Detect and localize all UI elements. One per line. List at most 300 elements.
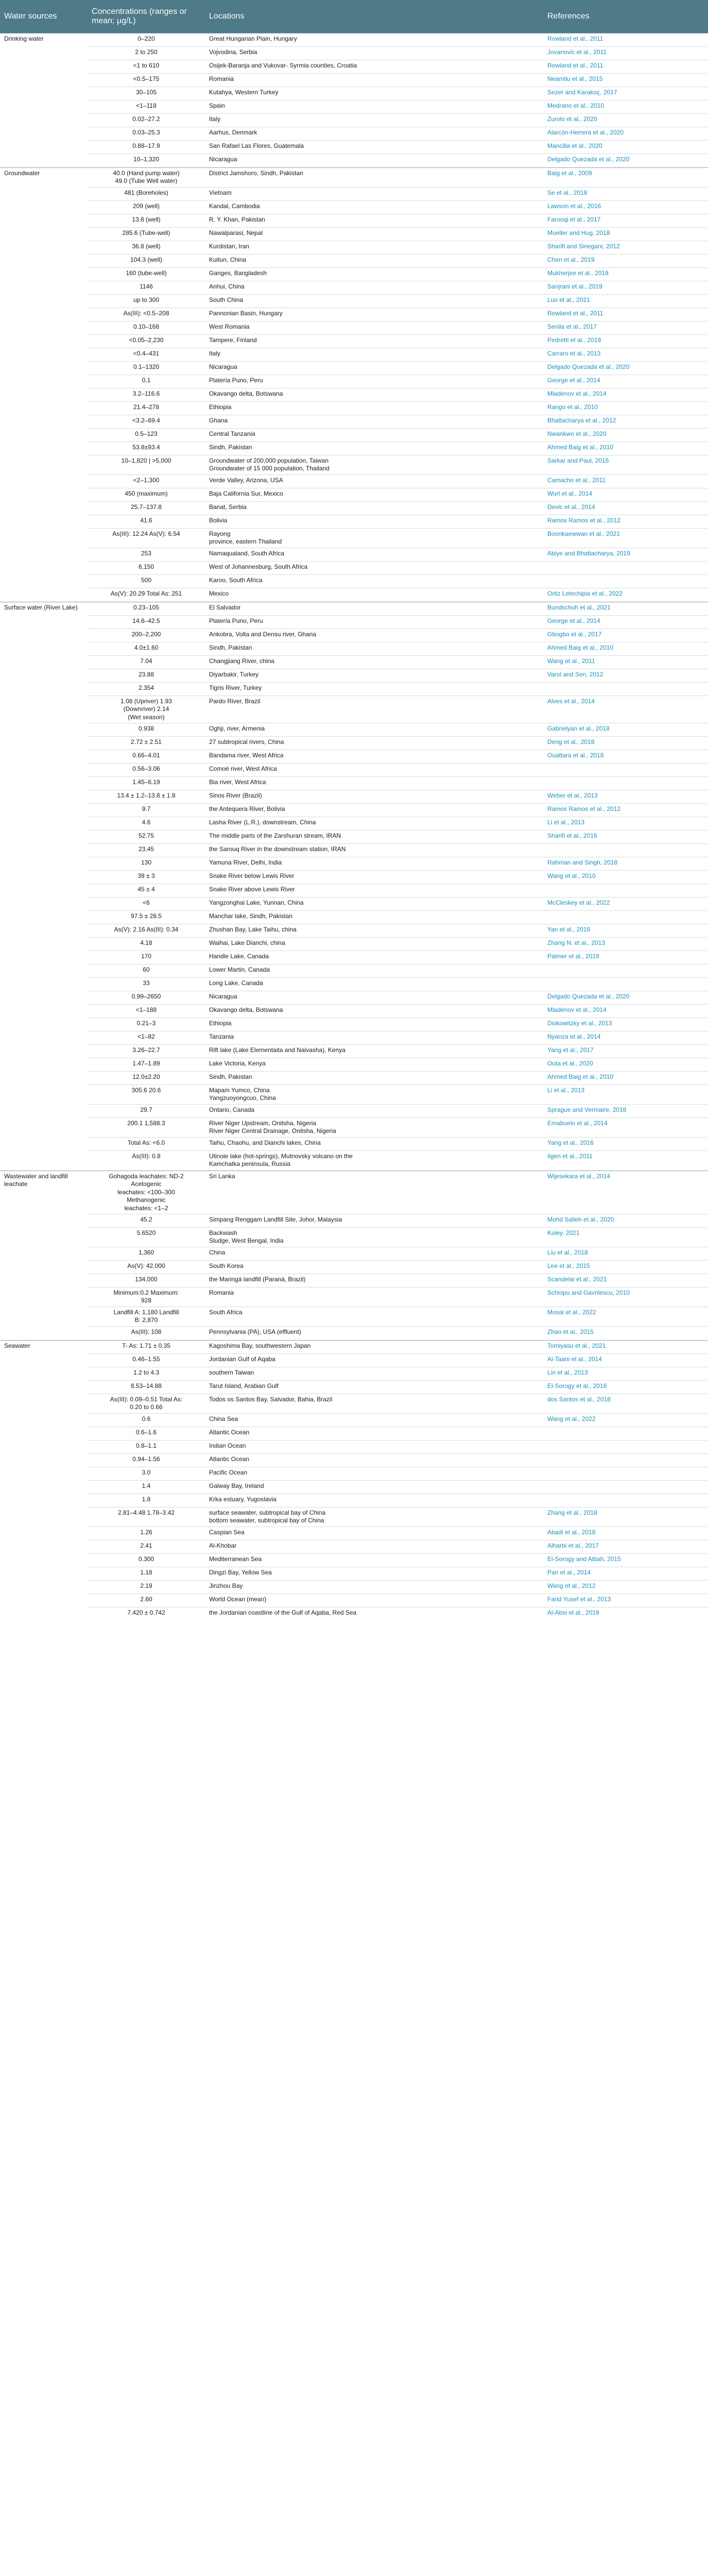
reference-link[interactable]: Zhao et al., 2015 bbox=[543, 1326, 708, 1340]
concentration-cell: 1.2 to 4.3 bbox=[88, 1367, 205, 1380]
location-cell: Yangzonghai Lake, Yunnan, China bbox=[205, 897, 543, 911]
reference-link[interactable]: Deng et al., 2018 bbox=[543, 737, 708, 750]
table-row bbox=[0, 964, 708, 978]
location-cell: Karoo, South Africa bbox=[205, 575, 543, 588]
reference-link[interactable]: Lawson et al., 2016 bbox=[543, 201, 708, 214]
water-source-cell: Surface water (River Lake) bbox=[0, 602, 88, 1171]
reference-link[interactable]: Koley, 2021 bbox=[543, 1227, 708, 1247]
reference-link[interactable]: Lee et al., 2015 bbox=[543, 1260, 708, 1274]
reference-link[interactable]: Emabuelo et al., 2014 bbox=[543, 1118, 708, 1138]
reference-link[interactable]: Sprague and Vermaire, 2018 bbox=[543, 1105, 708, 1118]
reference-link[interactable]: Baig et al., 2009 bbox=[543, 168, 708, 188]
reference-link[interactable]: Bhattacharya et al., 2012 bbox=[543, 415, 708, 429]
concentration-cell: 285.6 (Tube-well) bbox=[88, 228, 205, 241]
location-cell: Atlantic Ocean bbox=[205, 1453, 543, 1467]
location-cell: Romania bbox=[205, 1287, 543, 1307]
reference-link[interactable]: Zhang N. et al., 2013 bbox=[543, 938, 708, 951]
reference-link[interactable]: Ramos Ramos et al., 2012 bbox=[543, 804, 708, 817]
concentration-cell: 1.47–1.89 bbox=[88, 1058, 205, 1072]
table-row bbox=[0, 1227, 708, 1247]
header-row bbox=[0, 0, 708, 33]
concentration-cell: Minimum:0.2 Maximum: 928 bbox=[88, 1287, 205, 1307]
table-row bbox=[0, 562, 708, 575]
concentration-cell: 13.8 (well) bbox=[88, 214, 205, 228]
concentration-cell: 14.6–42.5 bbox=[88, 616, 205, 629]
concentration-cell: <6 bbox=[88, 897, 205, 911]
location-cell: Lasha River (L.R.), downstream, China bbox=[205, 817, 543, 831]
reference-link[interactable]: El-Sorogy and Attiah, 2015 bbox=[543, 1553, 708, 1567]
reference-link[interactable]: Pan et al., 2014 bbox=[543, 1567, 708, 1580]
concentration-cell: As(III): 0.8 bbox=[88, 1151, 205, 1171]
reference-link bbox=[543, 575, 708, 588]
reference-link[interactable]: Sarkar and Paul, 2016 bbox=[543, 455, 708, 475]
reference-link[interactable]: Li et al., 2013 bbox=[543, 817, 708, 831]
table-row bbox=[0, 548, 708, 562]
reference-link bbox=[543, 683, 708, 696]
table-row bbox=[0, 529, 708, 548]
concentration-cell: 1146 bbox=[88, 281, 205, 295]
reference-link[interactable]: Dsikowitzky et al., 2013 bbox=[543, 1018, 708, 1031]
concentration-cell: As(III): 108 bbox=[88, 1326, 205, 1340]
reference-link[interactable]: Rango et al., 2010 bbox=[543, 402, 708, 415]
location-cell: Tarut Island, Arabian Gulf bbox=[205, 1380, 543, 1394]
reference-link[interactable]: Lin et al., 2013 bbox=[543, 1367, 708, 1380]
table-row bbox=[0, 871, 708, 884]
location-cell: Bandama river, West Africa bbox=[205, 750, 543, 764]
table-row bbox=[0, 214, 708, 228]
reference-link[interactable]: Wang et al., 2022 bbox=[543, 1413, 708, 1427]
reference-link[interactable]: Mukherjee et al., 2018 bbox=[543, 268, 708, 281]
location-cell: Verde Valley, Arizona, USA bbox=[205, 475, 543, 488]
reference-link[interactable]: Delgado Quezada et al., 2020 bbox=[543, 991, 708, 1005]
reference-link bbox=[543, 1453, 708, 1467]
reference-link[interactable]: Mueller and Hug, 2018 bbox=[543, 228, 708, 241]
location-cell: Yamuna River, Delhi, India bbox=[205, 857, 543, 871]
reference-link[interactable]: Devic et al., 2014 bbox=[543, 502, 708, 515]
water-source-cell: Drinking water bbox=[0, 33, 88, 168]
location-cell: Ghana bbox=[205, 415, 543, 429]
table-row bbox=[0, 1453, 708, 1467]
reference-link[interactable]: Pedretti et al., 2019 bbox=[543, 335, 708, 348]
table-row bbox=[0, 1580, 708, 1594]
location-cell: Utinoie lake (hot-springs), Mutnovsky volcano on the Kamchatka peninsula, Russia bbox=[205, 1151, 543, 1171]
reference-link[interactable]: Weber et al., 2013 bbox=[543, 790, 708, 804]
location-cell: Todos os Santos Bay, Salvador, Bahia, Brazil bbox=[205, 1394, 543, 1413]
header-concentrations: Concentrations (ranges or mean; μg/L) bbox=[88, 0, 205, 33]
table-row bbox=[0, 1171, 708, 1214]
reference-link bbox=[543, 1427, 708, 1440]
concentration-cell: 0.99–2650 bbox=[88, 991, 205, 1005]
location-cell: Platería Puno, Peru bbox=[205, 616, 543, 629]
table-row bbox=[0, 1118, 708, 1138]
concentration-cell: 7.04 bbox=[88, 656, 205, 669]
concentration-cell: 134,000 bbox=[88, 1274, 205, 1287]
concentration-cell: 0.46–1.55 bbox=[88, 1353, 205, 1367]
concentration-cell: 25.7–137.8 bbox=[88, 502, 205, 515]
concentration-cell: 0.10–168 bbox=[88, 321, 205, 335]
location-cell: Ankobra, Volta and Densu river, Ghana bbox=[205, 629, 543, 642]
concentration-cell: As(III): <0.5–208 bbox=[88, 308, 205, 321]
concentration-cell: 209 (well) bbox=[88, 201, 205, 214]
location-cell: The middle parts of the Zarshuran stream, IRAN bbox=[205, 831, 543, 844]
reference-link[interactable]: Se et al., 2018 bbox=[543, 188, 708, 201]
table-row bbox=[0, 1138, 708, 1151]
table-row bbox=[0, 455, 708, 475]
table-row bbox=[0, 228, 708, 241]
location-cell: West Romania bbox=[205, 321, 543, 335]
table-row bbox=[0, 978, 708, 991]
concentration-cell: 0.21–3 bbox=[88, 1018, 205, 1031]
concentration-cell: 170 bbox=[88, 951, 205, 964]
reference-link[interactable]: Al-Absi et al., 2019 bbox=[543, 1607, 708, 1621]
reference-link bbox=[543, 911, 708, 924]
reference-link[interactable]: Mladenov et al., 2014 bbox=[543, 388, 708, 402]
reference-link[interactable]: Medrano et al., 2010 bbox=[543, 100, 708, 114]
concentration-cell: 45 ± 4 bbox=[88, 884, 205, 897]
location-cell: China bbox=[205, 1247, 543, 1260]
reference-link[interactable]: Mosai et al., 2022 bbox=[543, 1307, 708, 1326]
concentration-cell: 0.938 bbox=[88, 723, 205, 737]
table-row bbox=[0, 1085, 708, 1105]
location-cell: Handle Lake, Canada bbox=[205, 951, 543, 964]
reference-link bbox=[543, 562, 708, 575]
table-row bbox=[0, 1018, 708, 1031]
table-row bbox=[0, 255, 708, 268]
reference-link[interactable]: Abiye and Bhattacharya, 2019 bbox=[543, 548, 708, 562]
reference-link[interactable]: Alarcón-Herrera et al., 2020 bbox=[543, 127, 708, 141]
reference-link[interactable]: Sezer and Karakoç, 2017 bbox=[543, 87, 708, 100]
table-row bbox=[0, 1151, 708, 1171]
location-cell: Great Hungarian Plain, Hungary bbox=[205, 33, 543, 47]
reference-link[interactable]: Nyanza et al., 2014 bbox=[543, 1031, 708, 1045]
location-cell: Ethiopia bbox=[205, 1018, 543, 1031]
location-cell: the Jordanian coastline of the Gulf of Aqaba, Red Sea bbox=[205, 1607, 543, 1621]
location-cell: Sinos River (Brazil) bbox=[205, 790, 543, 804]
table-row bbox=[0, 74, 708, 87]
concentration-cell: Landfill A: 1,180 Landfill B: 2,870 bbox=[88, 1307, 205, 1326]
reference-link[interactable]: Ilgen et al., 2011 bbox=[543, 1151, 708, 1171]
table-row bbox=[0, 1353, 708, 1367]
table-row bbox=[0, 1214, 708, 1227]
location-cell: Al-Khobar bbox=[205, 1540, 543, 1553]
location-cell: Platería Puno, Peru bbox=[205, 375, 543, 388]
location-cell: the Antequera River, Bolivia bbox=[205, 804, 543, 817]
reference-link[interactable]: Varol and Sen, 2012 bbox=[543, 669, 708, 683]
concentration-cell: 1.4 bbox=[88, 1480, 205, 1494]
table-row bbox=[0, 790, 708, 804]
reference-link[interactable]: Camacho et al., 2011 bbox=[543, 475, 708, 488]
table-row bbox=[0, 1413, 708, 1427]
reference-link[interactable]: Delgado Quezada et al., 2020 bbox=[543, 154, 708, 168]
reference-link[interactable]: Liu et al., 2018 bbox=[543, 1247, 708, 1260]
reference-link[interactable]: Sharifi and Sinegani, 2012 bbox=[543, 241, 708, 255]
table-row bbox=[0, 241, 708, 255]
reference-link[interactable]: Wang et al., 2011 bbox=[543, 656, 708, 669]
table-row bbox=[0, 1527, 708, 1540]
reference-link[interactable]: Ahmed Baig et al., 2010 bbox=[543, 442, 708, 455]
location-cell: Manchar lake, Sindh, Pakistan bbox=[205, 911, 543, 924]
reference-link[interactable]: Alharbi et al., 2017 bbox=[543, 1540, 708, 1553]
reference-link[interactable]: Jovanovic et al., 2011 bbox=[543, 47, 708, 60]
concentration-cell: 0.23–105 bbox=[88, 602, 205, 616]
location-cell: River Niger Upstream, Onitsha, Nigeria River Niger Central Drainage, Onitsha, Nigeria bbox=[205, 1118, 543, 1138]
location-cell: Sri Lanka bbox=[205, 1171, 543, 1214]
concentration-cell: 7.420 ± 0.742 bbox=[88, 1607, 205, 1621]
table-row bbox=[0, 33, 708, 47]
table-row bbox=[0, 683, 708, 696]
reference-link[interactable]: Sharifi et al., 2016 bbox=[543, 831, 708, 844]
table-row bbox=[0, 1440, 708, 1453]
reference-link[interactable]: El-Sorogy et al., 2016 bbox=[543, 1380, 708, 1394]
reference-link bbox=[543, 1440, 708, 1453]
concentration-cell: 0.8–1.1 bbox=[88, 1440, 205, 1453]
table-row bbox=[0, 1480, 708, 1494]
table-row bbox=[0, 831, 708, 844]
reference-link[interactable]: Boonkaewwan et al., 2021 bbox=[543, 529, 708, 548]
table-row bbox=[0, 375, 708, 388]
concentration-cell: 200.1 1,588.3 bbox=[88, 1118, 205, 1138]
concentration-cell: As(V): 42,000 bbox=[88, 1260, 205, 1274]
reference-link[interactable]: Rowland et al., 2011 bbox=[543, 60, 708, 74]
reference-link[interactable]: Abadi et al., 2018 bbox=[543, 1527, 708, 1540]
table-row bbox=[0, 938, 708, 951]
location-cell: Kuitun, China bbox=[205, 255, 543, 268]
reference-link[interactable]: Wijesekara et al., 2014 bbox=[543, 1171, 708, 1214]
reference-link[interactable]: Al-Taani et al., 2014 bbox=[543, 1353, 708, 1367]
location-cell: Long Lake, Canada bbox=[205, 978, 543, 991]
reference-link[interactable]: Yang et al., 2016 bbox=[543, 1138, 708, 1151]
table-row bbox=[0, 897, 708, 911]
location-cell: South China bbox=[205, 295, 543, 308]
location-cell: San Rafael Las Flores, Guatemala bbox=[205, 141, 543, 154]
concentration-cell: 4.18 bbox=[88, 938, 205, 951]
reference-link[interactable]: Senila et al., 2017 bbox=[543, 321, 708, 335]
reference-link[interactable]: Rowland et al., 2011 bbox=[543, 308, 708, 321]
reference-link[interactable]: Wurl et al., 2014 bbox=[543, 488, 708, 502]
concentration-cell: 0.66–4.01 bbox=[88, 750, 205, 764]
concentration-cell: 10–1,820 | >5,000 bbox=[88, 455, 205, 475]
reference-link[interactable]: Bundschuh et al., 2021 bbox=[543, 602, 708, 616]
table-row bbox=[0, 764, 708, 777]
concentration-cell: <3.2–69.4 bbox=[88, 415, 205, 429]
reference-link[interactable]: Sanjrani et al., 2019 bbox=[543, 281, 708, 295]
location-cell: Krka estuary, Yugoslavia bbox=[205, 1494, 543, 1507]
table-row bbox=[0, 362, 708, 375]
location-cell: Atlantic Ocean bbox=[205, 1427, 543, 1440]
reference-link[interactable]: Neamtiu et al., 2015 bbox=[543, 74, 708, 87]
concentration-cell: 0.1–1320 bbox=[88, 362, 205, 375]
table-row bbox=[0, 321, 708, 335]
reference-link[interactable]: Palmer et al., 2019 bbox=[543, 951, 708, 964]
concentration-cell: 13.4 ± 1.2–13.8 ± 1.8 bbox=[88, 790, 205, 804]
table-row bbox=[0, 488, 708, 502]
table-row bbox=[0, 1326, 708, 1340]
concentration-cell: <1–118 bbox=[88, 100, 205, 114]
table-row bbox=[0, 1045, 708, 1058]
concentration-cell: 5.6520 bbox=[88, 1227, 205, 1247]
table-row bbox=[0, 100, 708, 114]
reference-link bbox=[543, 1480, 708, 1494]
location-cell: Banat, Serbia bbox=[205, 502, 543, 515]
table-row bbox=[0, 1380, 708, 1394]
concentration-cell: 0.1 bbox=[88, 375, 205, 388]
water-source-cell: Seawater bbox=[0, 1340, 88, 1621]
concentration-cell: 6,150 bbox=[88, 562, 205, 575]
concentration-cell: 9.7 bbox=[88, 804, 205, 817]
location-cell: Caspian Sea bbox=[205, 1527, 543, 1540]
reference-link[interactable]: Gabrielyan et al., 2018 bbox=[543, 723, 708, 737]
concentration-cell: <0.05–2,230 bbox=[88, 335, 205, 348]
table-row bbox=[0, 1427, 708, 1440]
reference-link[interactable]: Wang et al., 2012 bbox=[543, 1580, 708, 1594]
table-row bbox=[0, 1307, 708, 1326]
concentration-cell: 253 bbox=[88, 548, 205, 562]
concentration-cell: As(III): 12.24 As(V): 6.54 bbox=[88, 529, 205, 548]
concentration-cell: 4.6 bbox=[88, 817, 205, 831]
reference-link bbox=[543, 884, 708, 897]
concentration-cell: <2–1,300 bbox=[88, 475, 205, 488]
reference-link[interactable]: Ahmed Baig et al., 2010 bbox=[543, 642, 708, 656]
reference-link[interactable]: George et al., 2014 bbox=[543, 616, 708, 629]
reference-link[interactable]: Carraro et al., 2013 bbox=[543, 348, 708, 362]
table-row bbox=[0, 1494, 708, 1507]
reference-link[interactable]: Yang et al., 2017 bbox=[543, 1045, 708, 1058]
location-cell: Zhushan Bay, Lake Taihu, china bbox=[205, 924, 543, 938]
concentration-cell: 8.53–14.88 bbox=[88, 1380, 205, 1394]
reference-link[interactable]: Chen et al., 2019 bbox=[543, 255, 708, 268]
header-water-sources: Water sources bbox=[0, 0, 88, 33]
reference-link[interactable]: Yan et al., 2016 bbox=[543, 924, 708, 938]
concentration-cell: 2.72 ± 2.51 bbox=[88, 737, 205, 750]
table-row bbox=[0, 696, 708, 723]
reference-link[interactable]: Zhang et al., 2018 bbox=[543, 1507, 708, 1527]
table-row bbox=[0, 268, 708, 281]
reference-link[interactable]: Tomiyasu et al., 2021 bbox=[543, 1340, 708, 1353]
reference-link[interactable]: Ahmed Baig et al., 2010 bbox=[543, 1072, 708, 1085]
reference-link bbox=[543, 764, 708, 777]
concentration-cell: 0.6–1.6 bbox=[88, 1427, 205, 1440]
table-row bbox=[0, 1105, 708, 1118]
concentration-cell: 0.5–123 bbox=[88, 429, 205, 442]
reference-link[interactable]: Gbogbo et al., 2017 bbox=[543, 629, 708, 642]
location-cell: Diyarbakir, Turkey bbox=[205, 669, 543, 683]
concentration-cell: 39 ± 3 bbox=[88, 871, 205, 884]
reference-link[interactable]: Ortiz Letechipia et al., 2022 bbox=[543, 588, 708, 602]
location-cell: Mediterranean Sea bbox=[205, 1553, 543, 1567]
reference-link[interactable]: Outa et al., 2020 bbox=[543, 1058, 708, 1072]
location-cell: Tigris River, Turkey bbox=[205, 683, 543, 696]
concentration-cell: 23.45 bbox=[88, 844, 205, 857]
concentration-cell: 0.03–25.3 bbox=[88, 127, 205, 141]
reference-link[interactable]: Delgado Quezada et al., 2020 bbox=[543, 362, 708, 375]
location-cell: Italy bbox=[205, 348, 543, 362]
location-cell: Tampere, Finland bbox=[205, 335, 543, 348]
concentration-cell: As(V): 20.29 Total As: 251 bbox=[88, 588, 205, 602]
location-cell: Baja California Sur, Mexico bbox=[205, 488, 543, 502]
table-row bbox=[0, 616, 708, 629]
location-cell: Taihu, Chaohu, and Dianchi lakes, China bbox=[205, 1138, 543, 1151]
table-row bbox=[0, 991, 708, 1005]
reference-link[interactable]: dos Santos et al., 2018 bbox=[543, 1394, 708, 1413]
location-cell: Okavango delta, Botswana bbox=[205, 1005, 543, 1018]
concentration-cell: <0.4–431 bbox=[88, 348, 205, 362]
location-cell: South Africa bbox=[205, 1307, 543, 1326]
table-row bbox=[0, 295, 708, 308]
reference-link[interactable]: Zurolo et al., 2020 bbox=[543, 114, 708, 127]
location-cell: Sindh, Pakistan bbox=[205, 442, 543, 455]
location-cell: Sindh, Pakistan bbox=[205, 642, 543, 656]
concentration-cell: Total As: <6.0 bbox=[88, 1138, 205, 1151]
concentration-cell: 2.19 bbox=[88, 1580, 205, 1594]
reference-link[interactable]: Mladenov et al., 2014 bbox=[543, 1005, 708, 1018]
concentration-cell: 200–2,200 bbox=[88, 629, 205, 642]
table-row bbox=[0, 723, 708, 737]
concentration-cell: 1.45–6.19 bbox=[88, 777, 205, 790]
location-cell: Kagoshima Bay, southwestern Japan bbox=[205, 1340, 543, 1353]
reference-link[interactable]: Farooqi et al., 2017 bbox=[543, 214, 708, 228]
reference-link[interactable]: Mohd Salleh et al., 2020 bbox=[543, 1214, 708, 1227]
reference-link bbox=[543, 964, 708, 978]
table-row bbox=[0, 669, 708, 683]
location-cell: Indian Ocean bbox=[205, 1440, 543, 1453]
table-row bbox=[0, 154, 708, 168]
table-row bbox=[0, 281, 708, 295]
concentration-cell: 10–1,320 bbox=[88, 154, 205, 168]
location-cell: R. Y. Khan, Pakistan bbox=[205, 214, 543, 228]
reference-link[interactable]: George et al., 2014 bbox=[543, 375, 708, 388]
location-cell: West of Johannesburg, South Africa bbox=[205, 562, 543, 575]
table-row bbox=[0, 429, 708, 442]
location-cell: the Maringá landfill (Paraná, Brazil) bbox=[205, 1274, 543, 1287]
reference-link[interactable]: McCleskey et al., 2022 bbox=[543, 897, 708, 911]
concentration-cell: 3.26–22.7 bbox=[88, 1045, 205, 1058]
reference-link[interactable]: Wang et al., 2010 bbox=[543, 871, 708, 884]
location-cell: Lower Martin, Canada bbox=[205, 964, 543, 978]
reference-link[interactable]: Alves et al., 2014 bbox=[543, 696, 708, 723]
table-row bbox=[0, 502, 708, 515]
table-row bbox=[0, 60, 708, 74]
concentration-cell: 0.94–1.56 bbox=[88, 1453, 205, 1467]
reference-link[interactable]: Nwankwo et al., 2020 bbox=[543, 429, 708, 442]
concentration-cell: 0.300 bbox=[88, 1553, 205, 1567]
location-cell: Italy bbox=[205, 114, 543, 127]
table-row bbox=[0, 857, 708, 871]
concentration-cell: 0–220 bbox=[88, 33, 205, 47]
reference-link[interactable]: Mancilla et al., 2020 bbox=[543, 141, 708, 154]
location-cell: Dingzi Bay, Yellow Sea bbox=[205, 1567, 543, 1580]
concentration-cell: 305.6 20.6 bbox=[88, 1085, 205, 1105]
reference-link[interactable]: Ouattara et al., 2018 bbox=[543, 750, 708, 764]
location-cell: Ethiopia bbox=[205, 402, 543, 415]
concentration-cell: As(III): 0.09–0.51 Total As: 0.20 to 0.66 bbox=[88, 1394, 205, 1413]
location-cell: Namaqualand, South Africa bbox=[205, 548, 543, 562]
reference-link[interactable]: Rowland et al., 2011 bbox=[543, 33, 708, 47]
reference-link[interactable]: Luo et al., 2021 bbox=[543, 295, 708, 308]
reference-link[interactable]: Rahman and Singh, 2018 bbox=[543, 857, 708, 871]
table-row bbox=[0, 817, 708, 831]
concentration-cell: 481 (Boreholes) bbox=[88, 188, 205, 201]
reference-link[interactable]: Schiopu and Gavrilescu, 2010 bbox=[543, 1287, 708, 1307]
reference-link[interactable]: Ramos Ramos et al., 2012 bbox=[543, 515, 708, 529]
table-row bbox=[0, 1260, 708, 1274]
concentration-cell: 0.56–3.06 bbox=[88, 764, 205, 777]
reference-link[interactable]: Farid Yusef et al., 2013 bbox=[543, 1594, 708, 1607]
reference-link[interactable]: Scandelai et al., 2021 bbox=[543, 1274, 708, 1287]
location-cell: Snake River above Lewis River bbox=[205, 884, 543, 897]
reference-link[interactable]: Li et al., 2013 bbox=[543, 1085, 708, 1105]
concentration-cell: 29.7 bbox=[88, 1105, 205, 1118]
concentration-cell: <1 to 610 bbox=[88, 60, 205, 74]
